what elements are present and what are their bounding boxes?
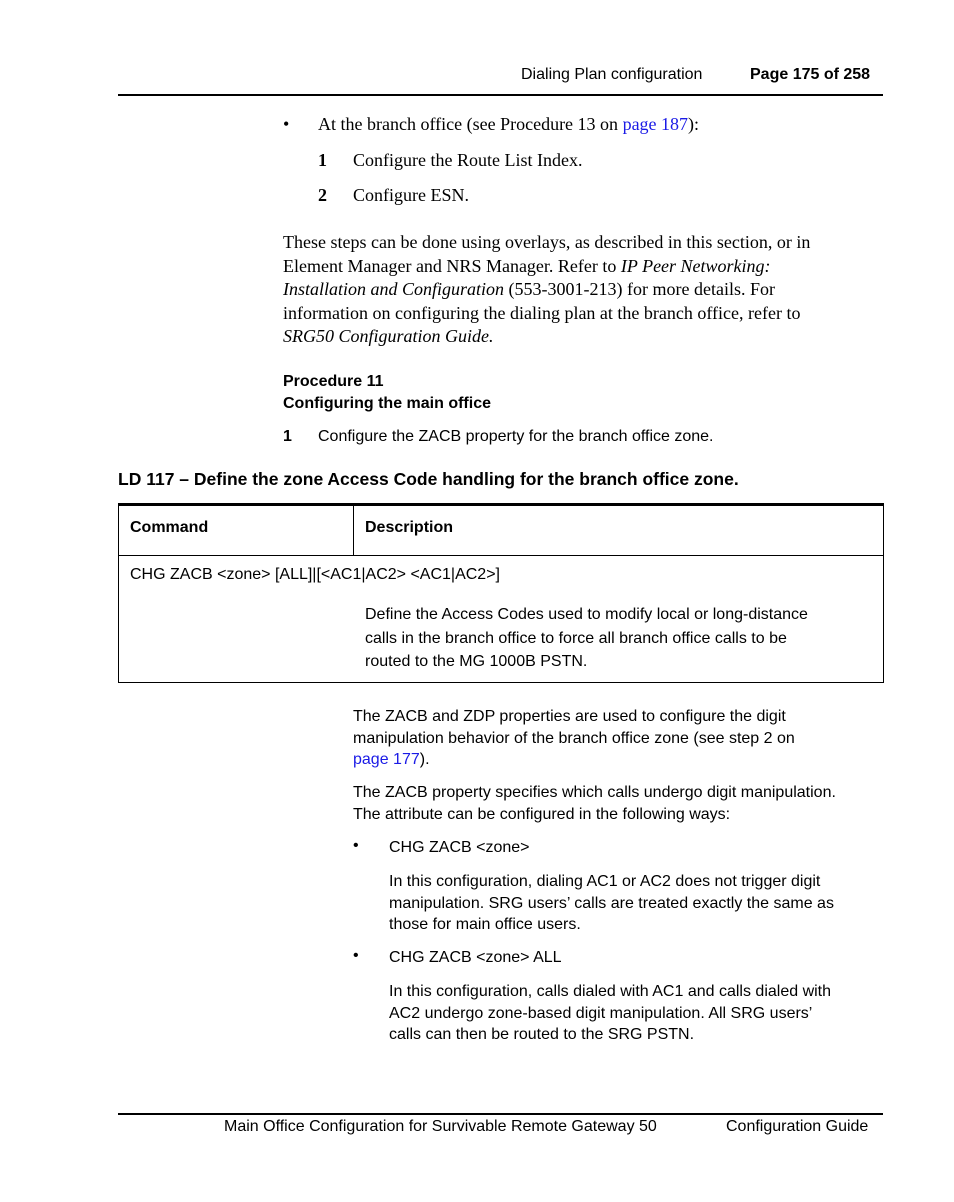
bullet-1-dot: • [353, 837, 359, 854]
b2-line-3: calls can then be routed to the SRG PSTN. [389, 1026, 695, 1043]
table-header-description: Description [365, 519, 454, 536]
header-rule [118, 94, 883, 96]
intro-line-1: These steps can be done using overlays, as described in this section, or in [283, 232, 811, 252]
b2-line-2: AC2 undergo zone-based digit manipulation. All SRG users’ [389, 1004, 813, 1022]
intro-bullet-text: At the branch office (see Procedure 13 on [318, 114, 623, 134]
footer-document-title: Main Office Configuration for Survivable Remote Gateway 50 [224, 1118, 657, 1135]
bullet-1-command: CHG ZACB <zone> [389, 839, 530, 856]
desc-line-3: routed to the MG 1000B PSTN. [365, 653, 588, 670]
bullet-1-description [389, 871, 889, 936]
zacb-property-paragraph [353, 782, 893, 825]
intro-line-3-text: (553-3001-213) for more details. For [504, 279, 775, 299]
intro-line-5 [283, 325, 883, 349]
page-187-link[interactable]: page 187 [622, 114, 689, 134]
step-1-text: Configure the Route List Index. [353, 150, 583, 170]
intro-line-4: information on configuring the dialing plan at the branch office, refer to [283, 302, 801, 323]
p1-end: ). [419, 751, 430, 768]
table-header-command: Command [130, 519, 209, 536]
running-header-section: Dialing Plan configuration [521, 66, 703, 83]
page-177-link[interactable]: page 177 [353, 751, 420, 768]
intro-line-3-italic: Installation and Configuration [283, 279, 505, 299]
procedure-title: Configuring the main office [283, 395, 491, 412]
procedure-step-number: 1 [283, 428, 292, 445]
procedure-step-text: Configure the ZACB property for the branch office zone. [318, 428, 714, 445]
p1-line-2: manipulation behavior of the branch office zone (see step 2 on [353, 729, 795, 747]
page-number: Page 175 of 258 [750, 66, 871, 83]
desc-line-1: Define the Access Codes used to modify local or long-distance [365, 606, 808, 623]
desc-line-2: calls in the branch office to force all branch office calls to be [365, 629, 787, 647]
intro-line-5-italic: SRG50 Configuration Guide. [283, 326, 494, 346]
intro-bullet-end: ): [688, 114, 700, 134]
p1-line-3 [353, 749, 888, 771]
b1-line-2: manipulation. SRG users’ calls are treated exactly the same as [389, 894, 834, 912]
intro-line-2 [283, 255, 883, 279]
procedure-number: Procedure 11 [283, 373, 384, 390]
command-table [118, 503, 884, 683]
b2-line-1: In this configuration, calls dialed with AC1 and calls dialed with [389, 983, 832, 1000]
step-2-text: Configure ESN. [353, 185, 469, 205]
table-header-divider [119, 555, 883, 556]
intro-line-2-italic: IP Peer Networking: [620, 255, 771, 276]
step-2-number: 2 [318, 185, 327, 205]
p1-line-1: The ZACB and ZDP properties are used to configure the digit [353, 708, 786, 725]
footer-rule [118, 1113, 883, 1115]
intro-line-2-text: Element Manager and NRS Manager. Refer to [283, 255, 621, 276]
table-description-cell [365, 603, 870, 674]
table-command-cell: CHG ZACB <zone> [ALL]|[<AC1|AC2> <AC1|AC2>] [130, 566, 500, 583]
intro-line-3 [283, 278, 883, 302]
intro-bullet [318, 113, 699, 137]
bullet-2-description [389, 981, 889, 1046]
intro-paragraph [283, 231, 883, 349]
bullet-dot: • [283, 114, 290, 134]
bullet-2-dot: • [353, 947, 359, 964]
bullet-2-command: CHG ZACB <zone> ALL [389, 949, 562, 966]
table-column-divider [353, 506, 354, 555]
step-1-number: 1 [318, 150, 327, 170]
p2-line-1: The ZACB property specifies which calls undergo digit manipulation. [353, 784, 836, 801]
b1-line-3: those for main office users. [389, 916, 581, 933]
b1-line-1: In this configuration, dialing AC1 or AC2 does not trigger digit [389, 873, 821, 890]
footer-guide-name: Configuration Guide [726, 1118, 869, 1135]
ld-heading: LD 117 – Define the zone Access Code handling for the branch office zone. [118, 469, 739, 489]
p2-line-2: The attribute can be configured in the following ways: [353, 805, 731, 823]
zacb-zdp-paragraph [353, 706, 888, 771]
